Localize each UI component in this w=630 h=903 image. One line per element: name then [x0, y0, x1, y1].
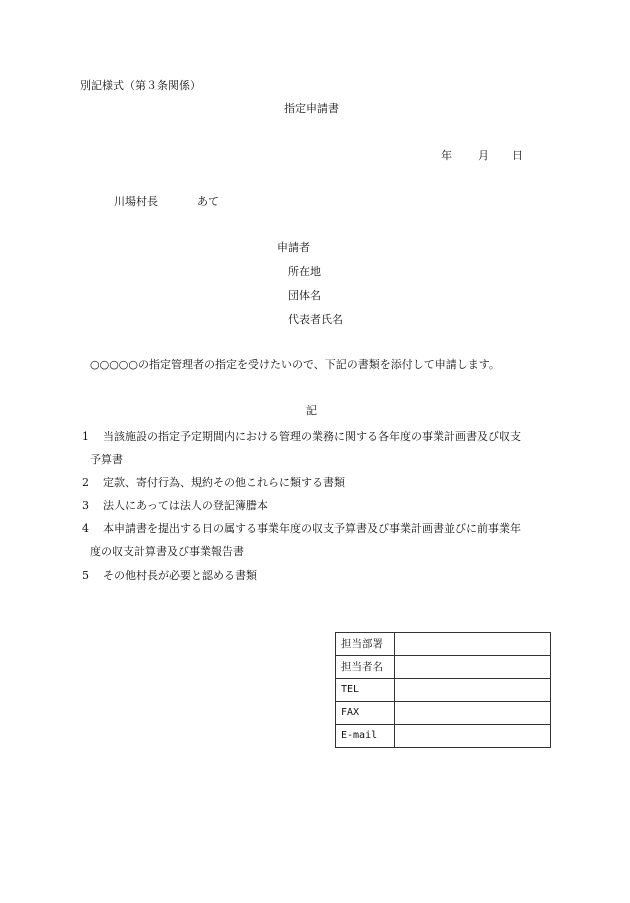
document-title: 指定申請書: [284, 102, 339, 115]
table-row: [336, 725, 551, 748]
list-item-number: 4: [82, 522, 89, 535]
contact-tel-label: TEL: [336, 679, 395, 702]
contact-fax-field[interactable]: [394, 702, 550, 725]
date-day-label: 日: [512, 149, 523, 162]
contact-tel-field[interactable]: [394, 679, 550, 702]
date-month-label: 月: [478, 149, 489, 162]
contact-email-label: E-mail: [336, 725, 395, 748]
application-statement: ○○○○○の指定管理者の指定を受けたいので、下記の書類を添付して申請します。: [90, 358, 500, 371]
applicant-address-label: 所在地: [288, 265, 321, 278]
ki-heading: 記: [306, 404, 317, 417]
list-item-text: 法人にあっては法人の登記簿謄本: [103, 499, 268, 512]
list-item-text: 定款、寄付行為、規約その他これらに類する書類: [103, 476, 345, 489]
table-row: [336, 702, 551, 725]
list-item-number: 5: [82, 569, 89, 582]
contact-table: [335, 632, 551, 748]
applicant-label: 申請者: [277, 241, 310, 254]
list-item-text: 本申請書を提出する日の属する事業年度の収支予算書及び事業計画書並びに前事業年: [103, 522, 521, 535]
addressee-name: 川場村長: [114, 195, 158, 208]
form-reference: 別記様式（第３条関係）: [80, 79, 201, 92]
contact-department-label: 担当部署: [336, 633, 395, 656]
table-row: [336, 633, 551, 656]
addressee-suffix: あて: [197, 195, 219, 208]
list-item-text: 当該施設の指定予定期間内における管理の業務に関する各年度の事業計画書及び収支: [103, 430, 521, 443]
contact-department-field[interactable]: [394, 633, 550, 656]
list-item-number: 3: [82, 499, 89, 512]
contact-person-field[interactable]: [394, 656, 550, 679]
list-item-continuation: 度の収支計算書及び事業報告書: [90, 545, 244, 558]
list-item-number: 2: [82, 476, 89, 489]
list-item-text: その他村長が必要と認める書類: [103, 569, 257, 582]
contact-person-label: 担当者名: [336, 656, 395, 679]
contact-fax-label: FAX: [336, 702, 395, 725]
date-year-label: 年: [441, 149, 452, 162]
applicant-organization-label: 団体名: [288, 289, 321, 302]
table-row: [336, 679, 551, 702]
contact-email-field[interactable]: [394, 725, 550, 748]
applicant-representative-label: 代表者氏名: [288, 313, 343, 326]
list-item-continuation: 予算書: [90, 453, 123, 466]
table-row: [336, 656, 551, 679]
list-item-number: 1: [82, 430, 89, 443]
